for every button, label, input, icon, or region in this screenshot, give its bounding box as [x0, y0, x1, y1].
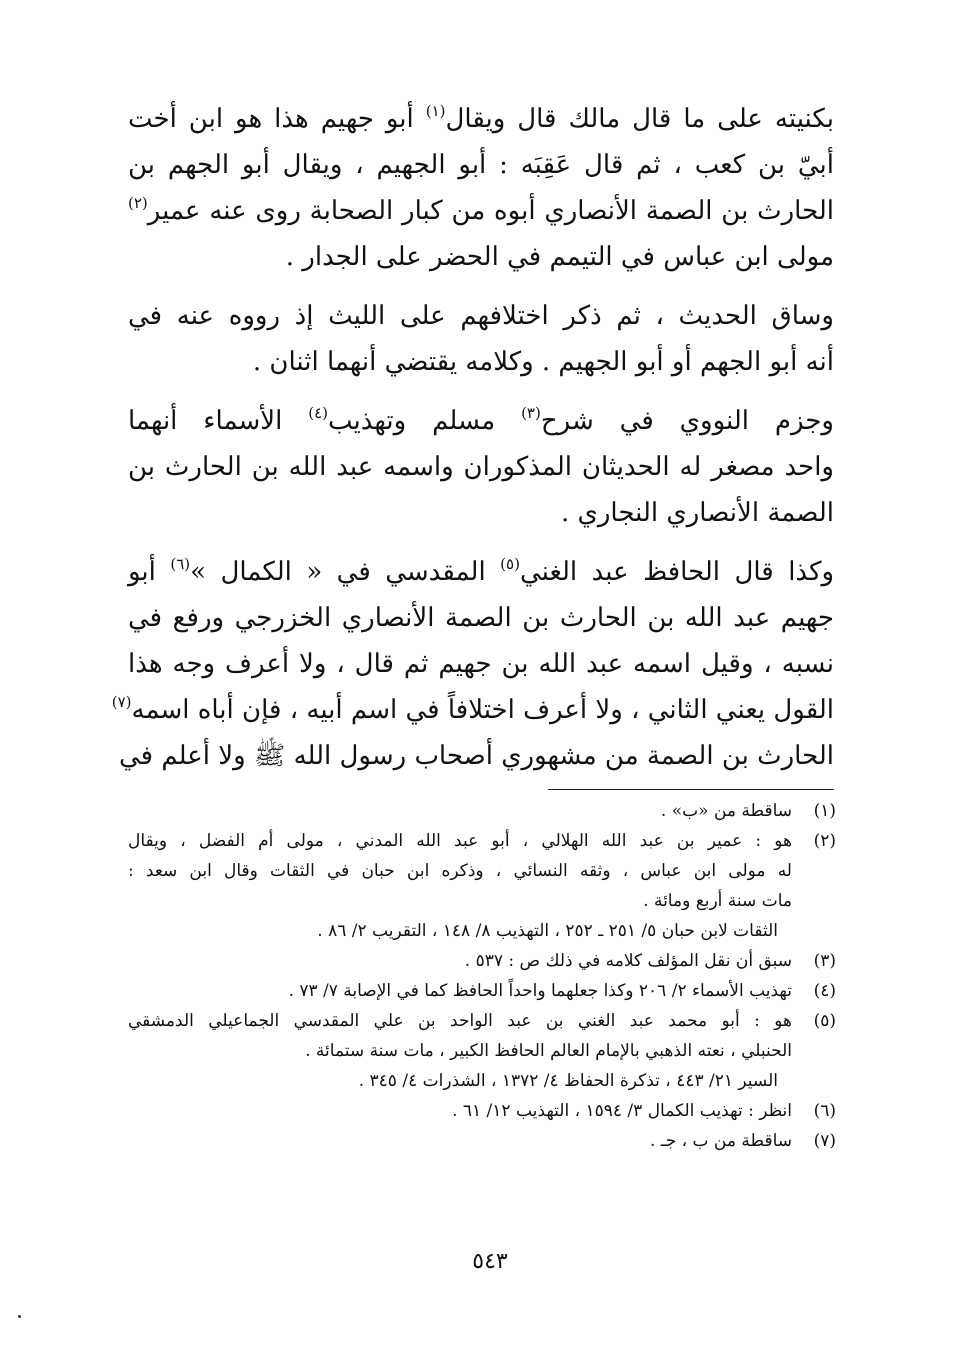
text-line: الصمة الأنصاري النجاري .	[561, 498, 834, 528]
text-line: بكنيته على ما قال مالك قال ويقال$^{(١)}$ أبو جهيم هذا هو ابن أخت	[128, 102, 834, 134]
text-line: الحارث بن الصمة الأنصاري أبوه من كبار الصحابة روى عنه عمير$^{(٢)}$	[128, 194, 834, 226]
footnote-number: (٣)	[813, 951, 836, 971]
footnote-text: مات سنة أربع ومائة .	[643, 891, 792, 911]
footnote-text: انظر : تهذيب الكمال ٣/ ١٥٩٤ ، التهذيب ١٢/ ٦١ .	[452, 1101, 792, 1121]
footnote-4	[128, 976, 836, 1006]
footnote-text: هو : أبو محمد عبد الغني بن عبد الواحد بن علي المقدسي الجماعيلي الدمشقي	[128, 1011, 792, 1031]
footnote-number: (٥)	[813, 1011, 836, 1031]
footnote-number: (٦)	[813, 1101, 836, 1121]
footnote-marker-3[interactable]: (٣)	[521, 404, 541, 422]
footnote-text: ساقطة من ب ، جـ .	[649, 1131, 792, 1151]
footnote-7	[128, 1126, 836, 1156]
text-line: واحد مصغر له الحديثان المذكوران واسمه عبد الله بن الحارث بن	[128, 452, 834, 482]
footnote-1	[128, 796, 836, 826]
footnote-marker-5[interactable]: (٥)	[500, 555, 520, 573]
footnote-marker-2[interactable]: (٢)	[128, 194, 148, 212]
text-line: مولى ابن عباس في التيمم في الحضر على الجدار .	[285, 242, 834, 272]
footnote-text: هو : عمير بن عبد الله الهلالي ، أبو عبد الله المدني ، مولى أم الفضل ، ويقال	[128, 831, 792, 851]
paragraph-2	[128, 293, 834, 385]
footnote-6	[128, 1096, 836, 1126]
text-line: الحارث بن الصمة من مشهوري أصحاب رسول الله ﷺ ولا أعلم في	[118, 741, 834, 771]
footnote-divider	[548, 789, 834, 790]
text-line: أبيّ بن كعب ، ثم قال عَقِبَه : أبو الجهيم ، ويقال أبو الجهم بن	[128, 150, 834, 180]
footnote-text: ساقطة من «ب» .	[660, 801, 792, 821]
text-line: وجزم النووي في شرح$^{(٣)}$ مسلم وتهذيب$^{(٤)}$ الأسماء أنهما	[128, 404, 834, 436]
footnote-5	[128, 1006, 836, 1096]
text-line: جهيم عبد الله بن الحارث بن الصمة الأنصاري الخزرجي ورفع في	[128, 603, 834, 633]
footnote-2	[128, 826, 836, 946]
footnote-reference: الثقات لابن حبان ٥/ ٢٥١ ـ ٢٥٢ ، التهذيب ٨/ ١٤٨ ، التقريب ٢/ ٨٦ .	[317, 921, 778, 941]
footnote-number: (٤)	[813, 981, 836, 1001]
footnote-marker-1[interactable]: (١)	[425, 102, 446, 120]
footnote-number: (١)	[813, 801, 836, 821]
footnote-text: له مولى ابن عباس ، وثقه النسائي ، وذكره ابن حبان في الثقات وقال ابن سعد :	[128, 861, 792, 881]
footnote-3	[128, 946, 836, 976]
paragraph-1	[128, 96, 834, 280]
footnote-marker-7[interactable]: (٧)	[111, 693, 132, 711]
main-text	[111, 96, 835, 792]
footnote-text: تهذيب الأسماء ٢/ ٢٠٦ وكذا جعلهما واحداً الحافظ كما في الإصابة ٧/ ٧٣ .	[288, 981, 792, 1001]
footnote-text: الحنبلي ، نعته الذهبي بالإمام العالم الحافظ الكبير ، مات سنة ستمائة .	[305, 1041, 792, 1061]
text-line: وكذا قال الحافظ عبد الغني$^{(٥)}$ المقدسي في « الكمال »$^{(٦)}$ أبو	[128, 555, 835, 587]
scan-speck	[18, 1315, 21, 1318]
text-line: وساق الحديث ، ثم ذكر اختلافهم على الليث إذ رووه عنه في	[128, 301, 834, 331]
footnote-number: (٢)	[813, 831, 836, 851]
page-number: ٥٤٣	[472, 1249, 508, 1274]
footnote-reference: السير ٢١/ ٤٤٣ ، تذكرة الحفاظ ٤/ ١٣٧٢ ، الشذرات ٤/ ٣٤٥ .	[358, 1071, 778, 1091]
footnote-number: (٧)	[813, 1131, 836, 1151]
footnote-marker-4[interactable]: (٤)	[308, 404, 329, 422]
footnote-text: سبق أن نقل المؤلف كلامه في ذلك ص : ٥٣٧ .	[464, 951, 792, 971]
paragraph-3	[128, 398, 834, 536]
text-line: نسبه ، وقيل اسمه عبد الله بن جهيم ثم قال ، ولا أعرف وجه هذا	[128, 649, 834, 679]
paragraph-4	[111, 549, 835, 779]
text-line: أنه أبو الجهم أو أبو الجهيم . وكلامه يقتضي أنهما اثنان .	[252, 347, 834, 377]
text-line: القول يعني الثاني ، ولا أعرف اختلافاً في اسم أبيه ، فإن أباه اسمه$^{(٧)}$	[111, 693, 834, 725]
footnote-marker-6[interactable]: (٦)	[170, 555, 191, 573]
footnotes-section	[128, 796, 836, 1156]
